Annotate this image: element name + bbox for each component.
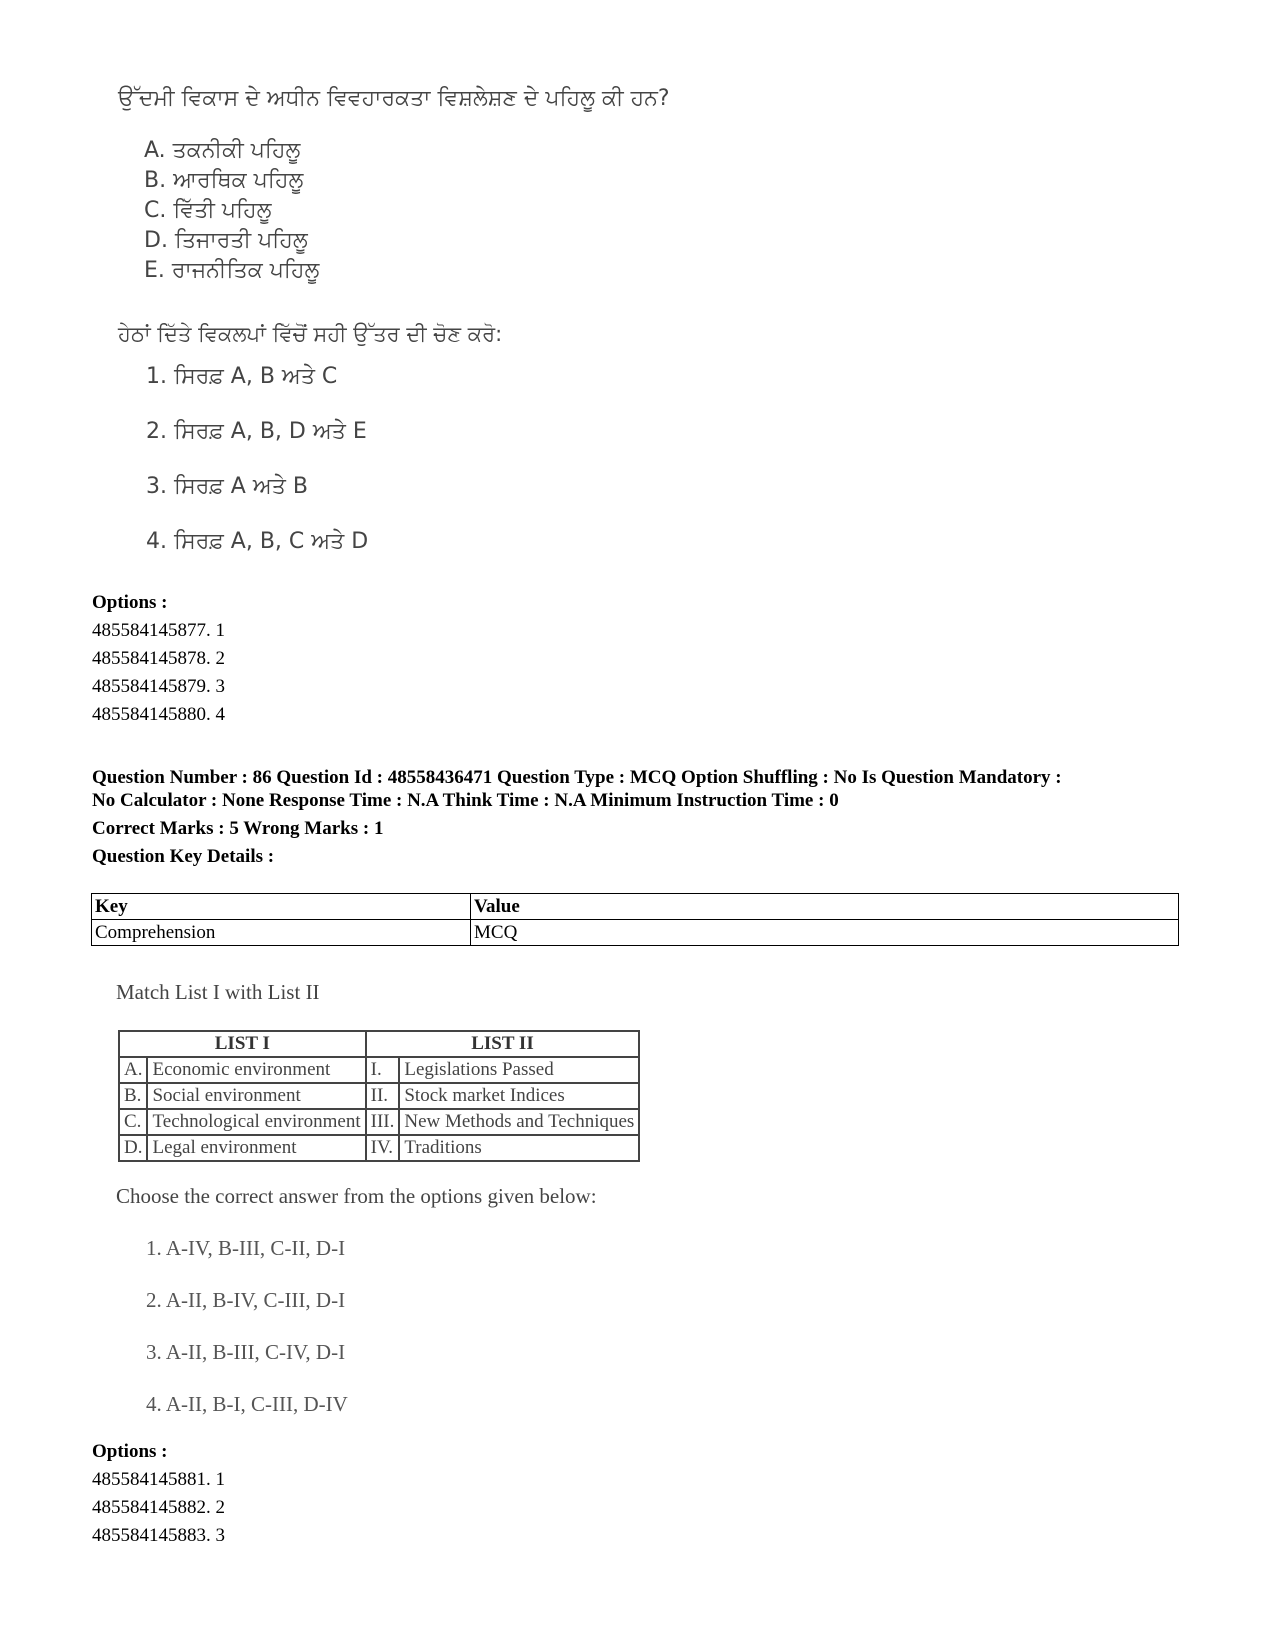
table-row [92,920,1179,946]
question-marks: Correct Marks : 5 Wrong Marks : 1 [92,818,384,839]
answer-choice: 1. ਸਿਰਫ਼ A, B ਅਤੇ C [146,364,338,389]
answer-choice: 3. A-II, B-III, C-IV, D-I [146,1340,346,1364]
table-cell: Stock market Indices [399,1083,639,1109]
list-one-header: LIST I [119,1031,366,1057]
list-item: B. ਆਰਥਿਕ ਪਹਿਲੂ [144,168,304,193]
table-header-key: Key [92,894,471,920]
question-title: ਉੱਦਮੀ ਵਿਕਾਸ ਦੇ ਅਧੀਨ ਵਿਵਹਾਰਕਤਾ ਵਿਸ਼ਲੇਸ਼ਣ ਦੇ ਪਹਿਲੂ ਕੀ ਹਨ? [118,86,670,111]
table-cell: III. [366,1109,400,1135]
table-cell: C. [119,1109,147,1135]
answer-choice: 1. A-IV, B-III, C-II, D-I [146,1236,346,1260]
table-row [119,1109,639,1135]
option-item: 485584145880. 4 [92,704,225,725]
table-cell: I. [366,1057,400,1083]
options-label: Options : [92,592,168,613]
option-item: 485584145878. 2 [92,648,225,669]
table-cell: IV. [366,1135,400,1161]
list-item: C. ਵਿੱਤੀ ਪਹਿਲੂ [144,198,272,223]
table-cell: New Methods and Techniques [399,1109,639,1135]
list-item: A. ਤਕਨੀਕੀ ਪਹਿਲੂ [144,138,301,163]
question-instruction: ਹੇਠਾਂ ਦਿੱਤੇ ਵਿਕਲਪਾਂ ਵਿੱਚੋਂ ਸਹੀ ਉੱਤਰ ਦੀ ਚੋਣ ਕਰੋ: [118,322,503,346]
question-meta-line2: No Calculator : None Response Time : N.A Think Time : N.A Minimum Instruction Time : 0 [92,790,839,811]
option-item: 485584145882. 2 [92,1497,225,1518]
match-table [118,1030,640,1162]
question-prompt: Match List I with List II [116,980,320,1004]
options-label: Options : [92,1441,168,1462]
table-cell: Economic environment [147,1057,365,1083]
answer-choice: 3. ਸਿਰਫ਼ A ਅਤੇ B [146,474,308,499]
option-item: 485584145877. 1 [92,620,225,641]
option-item: 485584145879. 3 [92,676,225,697]
table-cell: Social environment [147,1083,365,1109]
table-cell: Technological environment [147,1109,365,1135]
question-instruction: Choose the correct answer from the options given below: [116,1184,597,1208]
answer-choice: 2. ਸਿਰਫ਼ A, B, D ਅਤੇ E [146,419,367,444]
table-cell: Traditions [399,1135,639,1161]
list-item: D. ਤਿਜਾਰਤੀ ਪਹਿਲੂ [144,228,308,253]
answer-choice: 4. ਸਿਰਫ਼ A, B, C ਅਤੇ D [146,529,369,554]
table-cell: A. [119,1057,147,1083]
table-cell: D. [119,1135,147,1161]
option-item: 485584145881. 1 [92,1469,225,1490]
list-two-header: LIST II [366,1031,640,1057]
table-row [119,1057,639,1083]
question-meta-line1: Question Number : 86 Question Id : 48558436471 Question Type : MCQ Option Shuffling : No Is Question Mandatory : [92,767,1062,788]
table-row [119,1083,639,1109]
list-item: E. ਰਾਜਨੀਤਿਕ ਪਹਿਲੂ [144,258,320,283]
table-cell: II. [366,1083,400,1109]
table-cell: B. [119,1083,147,1109]
answer-choice: 4. A-II, B-I, C-III, D-IV [146,1392,348,1416]
table-cell: Legal environment [147,1135,365,1161]
table-cell: MCQ [471,920,1179,946]
table-cell: Comprehension [92,920,471,946]
table-row [119,1135,639,1161]
key-details-table [91,893,1179,946]
option-item: 485584145883. 3 [92,1525,225,1546]
table-header-value: Value [471,894,1179,920]
table-cell: Legislations Passed [399,1057,639,1083]
key-details-label: Question Key Details : [92,846,275,867]
answer-choice: 2. A-II, B-IV, C-III, D-I [146,1288,346,1312]
